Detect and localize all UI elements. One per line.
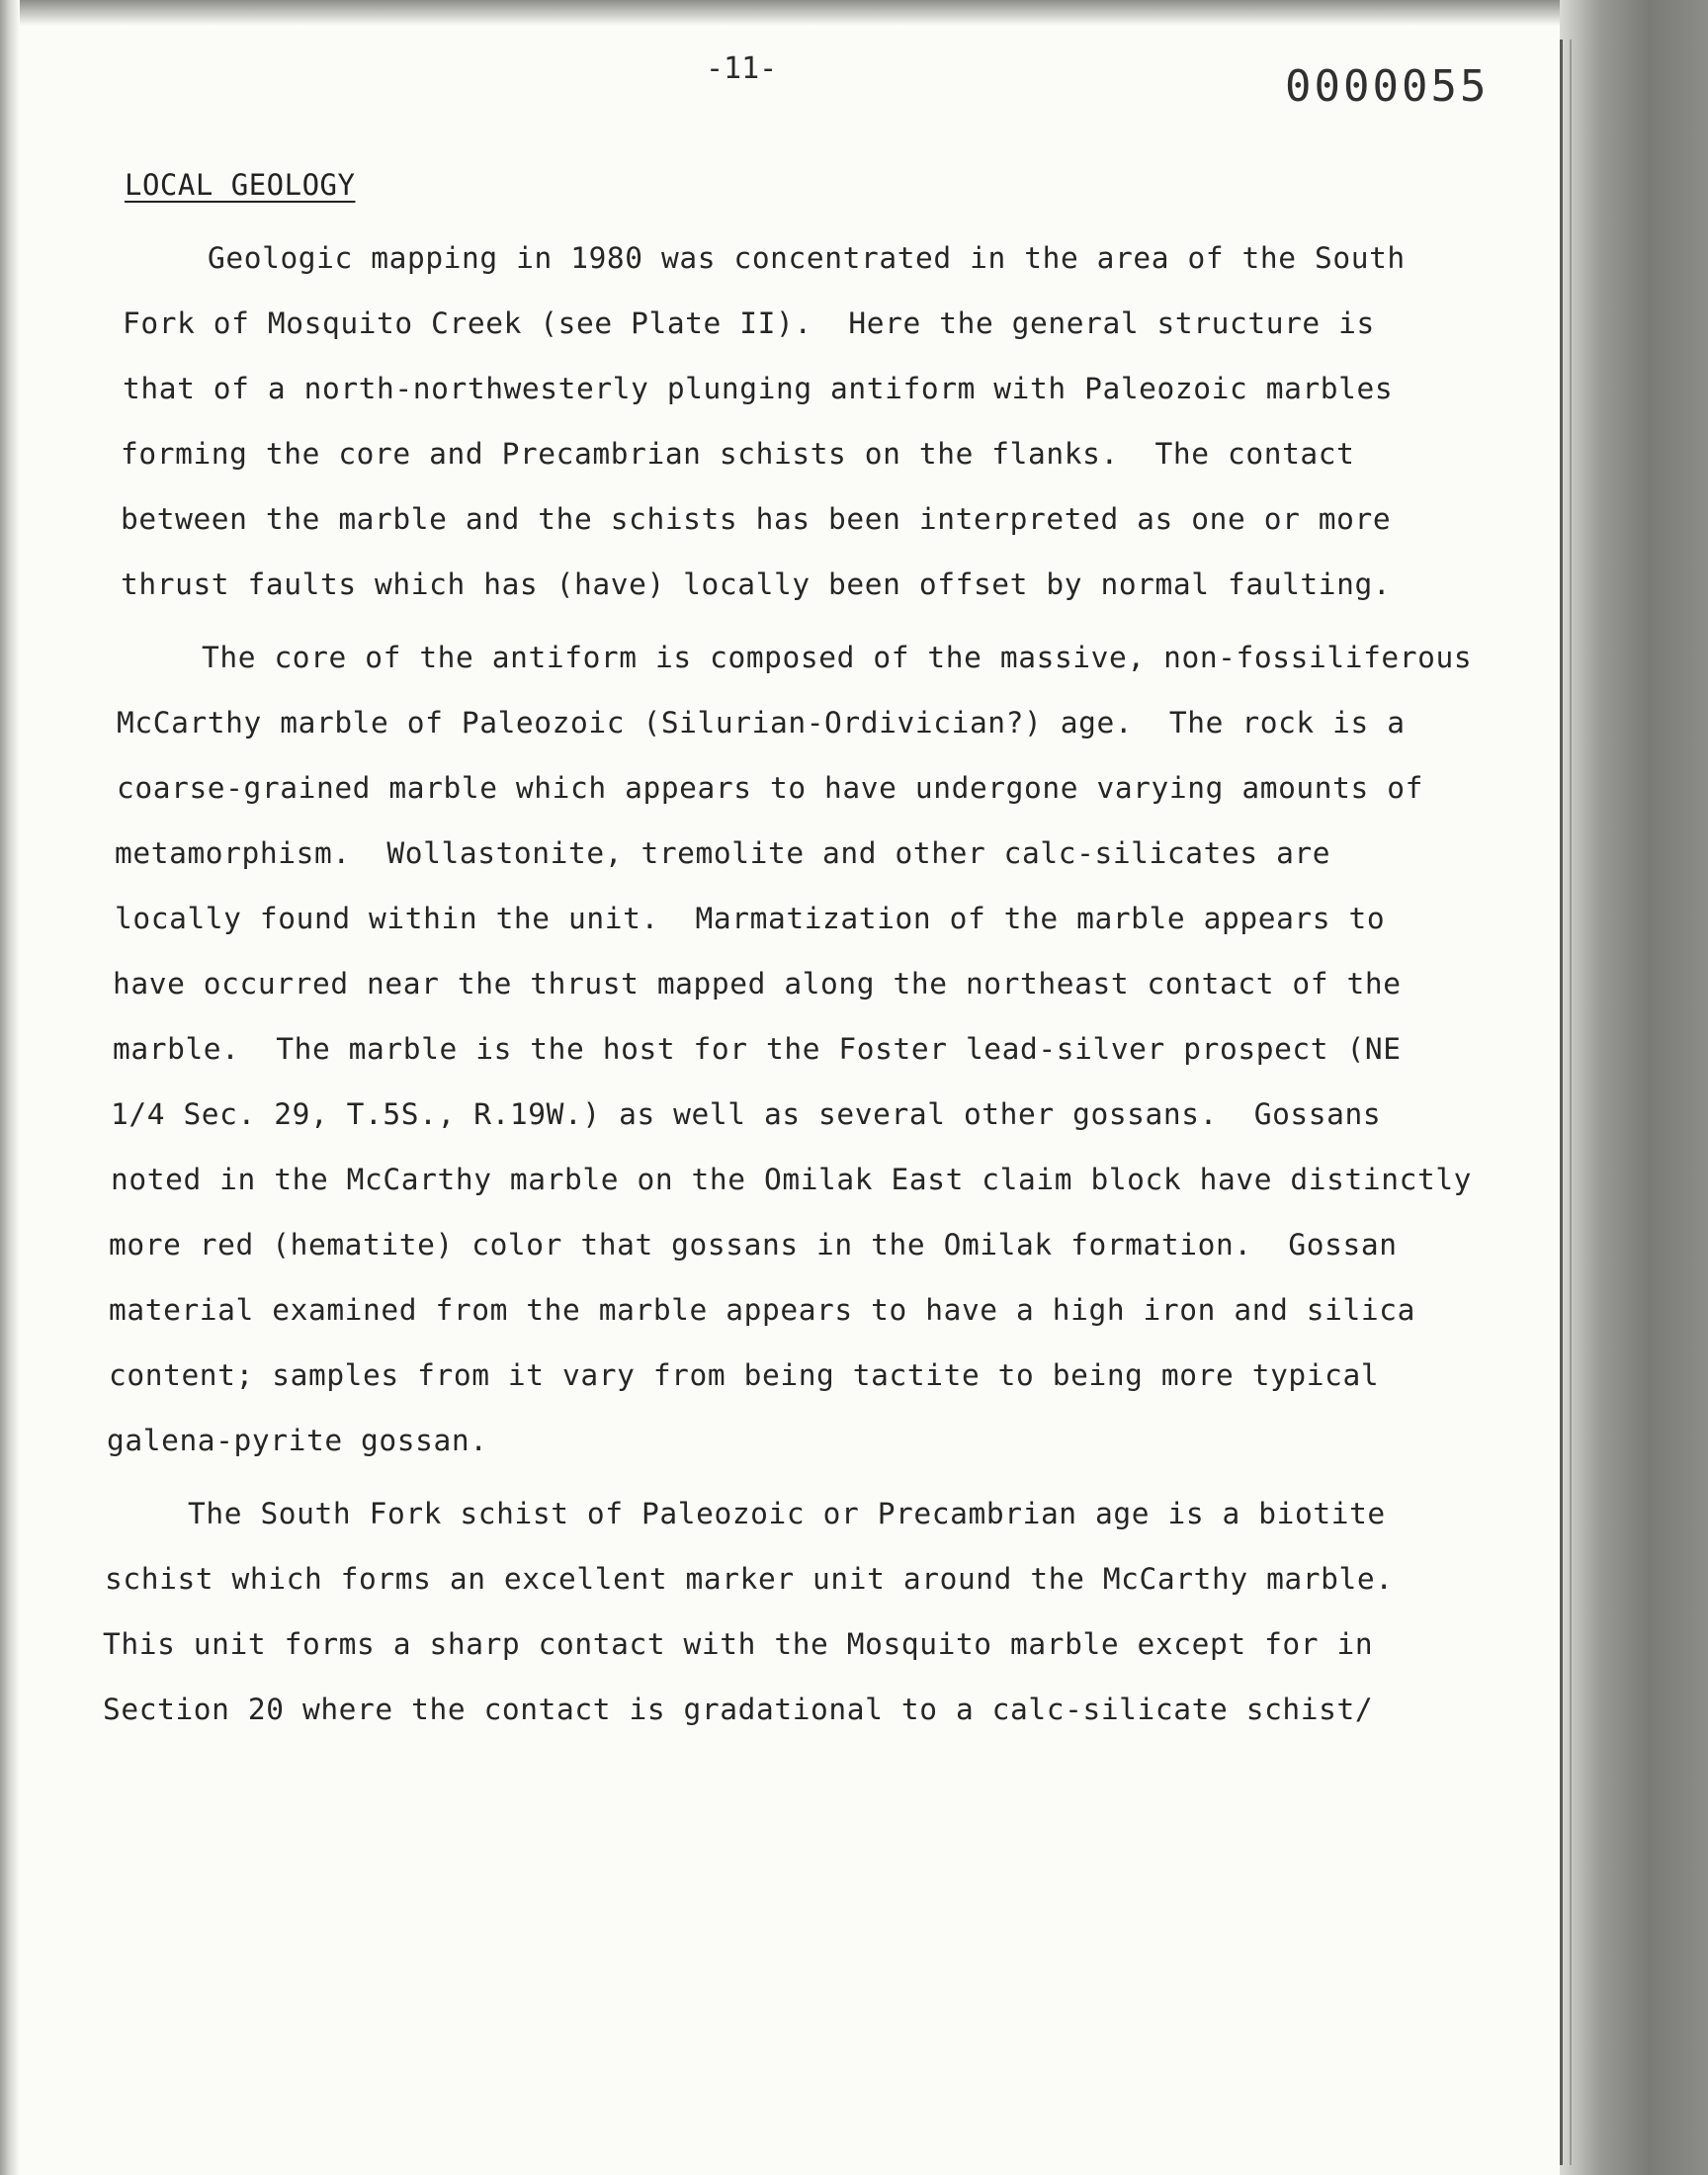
body-text-line: locally found within the unit. Marmatization of the marble appears to (115, 902, 1386, 935)
body-text-line: schist which forms an excellent marker unit around the McCarthy marble. (105, 1562, 1394, 1596)
body-text-line: forming the core and Precambrian schists on the flanks. The contact (121, 437, 1355, 471)
body-text-line: that of a north-northwesterly plunging antiform with Paleozoic marbles (123, 372, 1394, 405)
body-text-line: This unit forms a sharp contact with the Mosquito marble except for in (103, 1627, 1374, 1661)
body-text-line: McCarthy marble of Paleozoic (Silurian-Ordivician?) age. The rock is a (117, 706, 1406, 740)
body-text-line: Geologic mapping in 1980 was concentrated in the area of the South (208, 241, 1406, 275)
body-text-line: material examined from the marble appears to have a high iron and silica (109, 1293, 1415, 1327)
body-text-line: Section 20 where the contact is gradational to a calc-silicate schist/ (103, 1693, 1374, 1726)
scan-shadow-left (0, 0, 20, 2175)
body-text-line: thrust faults which has (have) locally been offset by normal faulting. (121, 567, 1392, 601)
body-text-line: metamorphism. Wollastonite, tremolite and other calc-silicates are (115, 836, 1331, 870)
page-edge-line-secondary (1570, 40, 1572, 2165)
body-text-line: galena-pyrite gossan. (107, 1424, 488, 1457)
body-text-line: marble. The marble is the host for the Foster lead-silver prospect (NE (113, 1032, 1402, 1066)
document-number: 0000055 (1285, 61, 1490, 112)
body-text-line: The South Fork schist of Paleozoic or Precambrian age is a biotite (188, 1497, 1386, 1530)
body-text-line: have occurred near the thrust mapped along the northeast contact of the (113, 967, 1402, 1000)
body-text-line: content; samples from it vary from being tactite to being more typical (109, 1358, 1380, 1392)
body-text-line: The core of the antiform is composed of the massive, non-fossiliferous (202, 641, 1473, 674)
body-text-line: coarse-grained marble which appears to have undergone varying amounts of (117, 771, 1423, 805)
scan-shadow-right (1560, 0, 1708, 2175)
body-text-line: more red (hematite) color that gossans in the Omilak formation. Gossan (109, 1228, 1398, 1262)
page-edge-line (1560, 40, 1563, 2165)
body-text-line: Fork of Mosquito Creek (see Plate II). Here the general structure is (123, 306, 1375, 340)
scan-shadow-top (0, 0, 1708, 26)
section-heading: LOCAL GEOLOGY (125, 168, 356, 202)
page-number: -11- (706, 51, 778, 86)
body-text-line: noted in the McCarthy marble on the Omilak East claim block have distinctly (111, 1163, 1473, 1196)
body-text-line: between the marble and the schists has been interpreted as one or more (121, 502, 1392, 536)
body-text-line: 1/4 Sec. 29, T.5S., R.19W.) as well as several other gossans. Gossans (111, 1097, 1382, 1131)
